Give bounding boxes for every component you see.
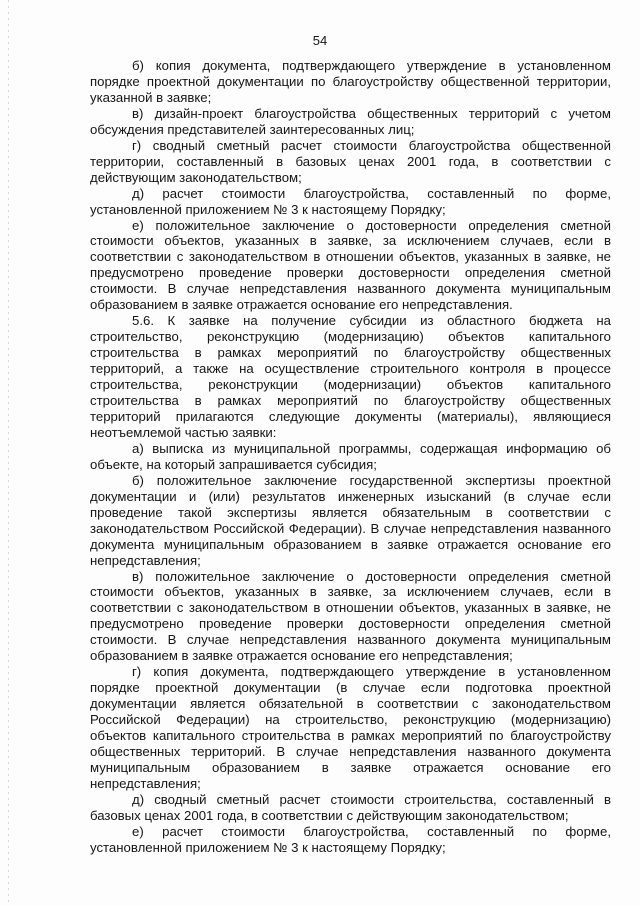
paragraph-a-program-extract: а) выписка из муниципальной программы, содержащая информацию об объекте, на который запрашивается субсидия; bbox=[90, 440, 611, 472]
page-number: 54 bbox=[312, 33, 328, 48]
paragraph-b-project-approval: б) копия документа, подтверждающего утверждение в установленном порядке проектной документации по благоустройству общественной территории, указанной в заявке; bbox=[90, 58, 611, 105]
paragraph-b-state-expertise: б) положительное заключение государственной экспертизы проектной документации и (или) результатов инженерных изысканий (в случае если проведение такой экспертизы является обязательным в соответствии с законодательством Российской Федерации). В случае непредставления названного документа муниципальным образованием в заявке отражается основание его непредставления; bbox=[90, 472, 611, 568]
paragraph-v-design-project: в) дизайн-проект благоустройства общественных территорий с учетом обсуждения представителей заинтересованных лиц; bbox=[90, 105, 611, 137]
paragraph-e-positive-conclusion: е) положительное заключение о достоверности определения сметной стоимости объектов, указанных в заявке, за исключением случаев, если в соответствии с законодательством в отношении объектов, указанных в заявке, не предусмотрено проведение проверки достоверности определения сметной стоимости. В случае непредставления названного документа муниципальным образованием в заявке отражается основание его непредставления. bbox=[90, 217, 611, 313]
scan-edge-artifact bbox=[8, 0, 9, 905]
document-body bbox=[90, 58, 611, 856]
paragraph-g-summary-estimate: г) сводный сметный расчет стоимости благоустройства общественной территории, составленный в базовых ценах 2001 года, в соответствии с действующим законодательством; bbox=[90, 137, 611, 185]
paragraph-5-6-application-documents: 5.6. К заявке на получение субсидии из областного бюджета на строительство, реконструкцию (модернизацию) объектов капитального строительства в рамках мероприятий по благоустройству общественных территорий, а также на осуществление строительного контроля в процессе строительства, реконструкции (модернизации) объектов капитального строительства в рамках мероприятий по благоустройству общественных территорий прилагаются следующие документы (материалы), являющиеся неотъемлемой частью заявки: bbox=[90, 313, 611, 440]
paragraph-g-project-approval-copy: г) копия документа, подтверждающего утверждение в установленном порядке проектной документации (в случае если подготовка проектной документации является обязательной в соответствии с законодательством Российской Федерации) на строительство, реконструкцию (модернизацию) объектов капитального строительства в рамках мероприятий по благоустройству общественных территорий. В случае непредставления названного документа муниципальным образованием в заявке отражается основание его непредставления; bbox=[90, 664, 611, 791]
paragraph-d-cost-calculation: д) расчет стоимости благоустройства, составленный по форме, установленной приложением № 3 к настоящему Порядку; bbox=[90, 185, 611, 217]
paragraph-e-improvement-calculation: е) расчет стоимости благоустройства, составленный по форме, установленной приложением № 3 к настоящему Порядку; bbox=[90, 823, 611, 855]
paragraph-d-construction-estimate: д) сводный сметный расчет стоимости строительства, составленный в базовых ценах 2001 года, в соответствии с действующим законодательством; bbox=[90, 791, 611, 823]
paragraph-v-estimate-reliability: в) положительное заключение о достоверности определения сметной стоимости объектов, указанных в заявке, за исключением случаев, если в соответствии с законодательством в отношении объектов, указанных в заявке, не предусмотрено проведение проверки достоверности определения сметной стоимости. В случае непредставления названного документа муниципальным образованием в заявке отражается основание его непредставления; bbox=[90, 568, 611, 664]
